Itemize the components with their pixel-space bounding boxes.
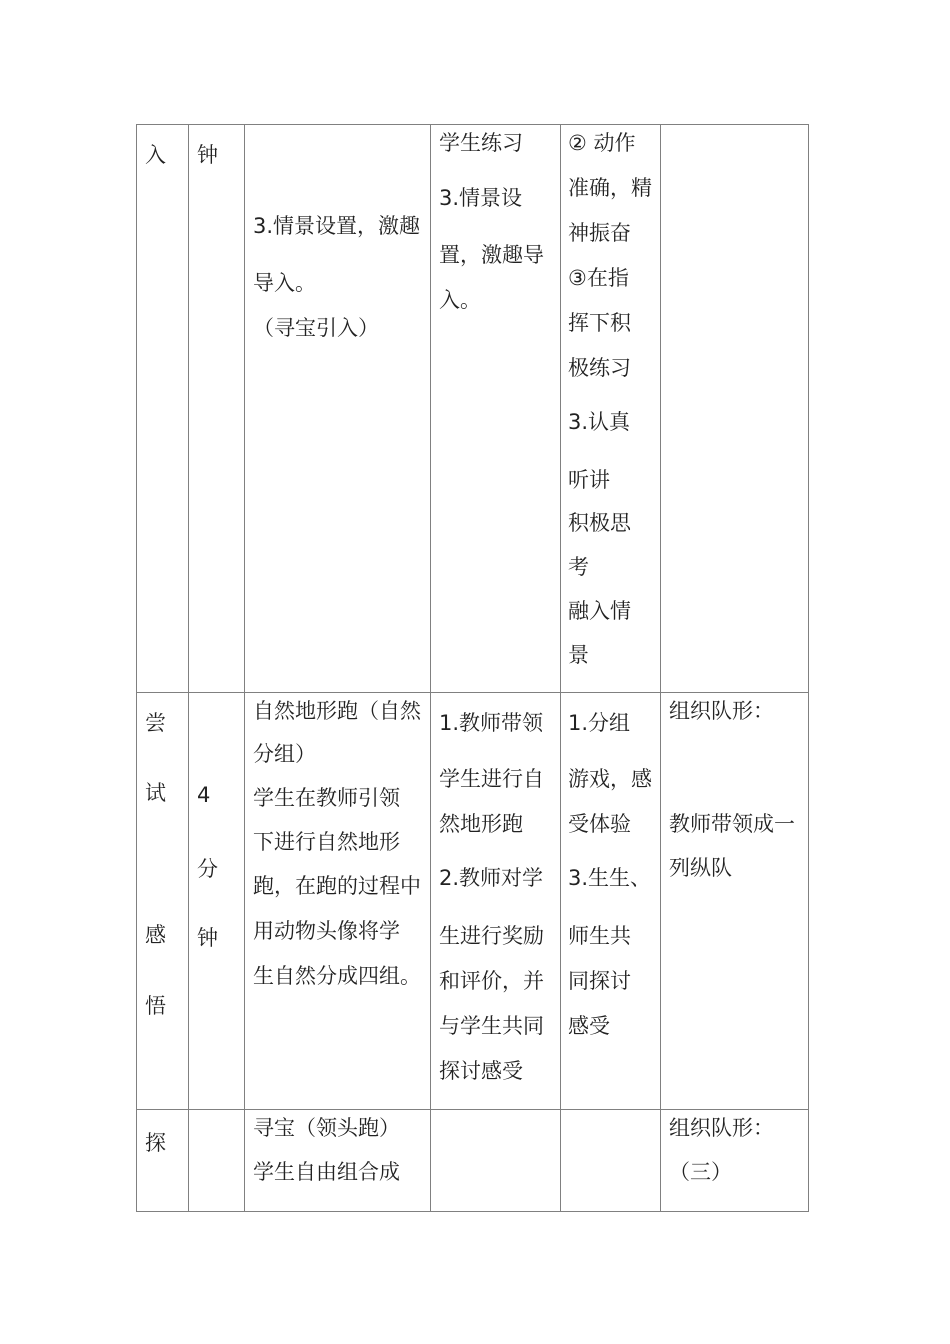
student-line: 极练习 xyxy=(568,356,631,380)
content-line: 学生自由组合成 xyxy=(253,1160,400,1184)
content-line: 3.情景设置，激趣 xyxy=(253,214,421,238)
content-cell xyxy=(245,693,431,1110)
organization-cell xyxy=(661,125,809,693)
organization-line: 列纵队 xyxy=(669,856,732,880)
student-line: 神振奋 xyxy=(568,221,631,245)
teacher-line: 生进行奖励 xyxy=(439,924,544,948)
teacher-line: 与学生共同 xyxy=(439,1014,544,1038)
student-line: 3.认真 xyxy=(568,410,631,434)
content-line: 下进行自然地形 xyxy=(253,830,400,854)
teacher-cell xyxy=(431,1110,561,1212)
teacher-line: 入。 xyxy=(439,288,481,312)
teacher-cell xyxy=(431,125,561,693)
content-line: 分组） xyxy=(253,742,316,766)
stage-text: 悟 xyxy=(145,994,166,1018)
content-line: 自然地形跑（自然 xyxy=(253,699,421,723)
stage-text: 感 xyxy=(145,923,166,947)
content-line: 生自然分成四组。 xyxy=(253,964,421,988)
stage-cell xyxy=(137,125,189,693)
stage-text: 试 xyxy=(145,781,166,805)
time-cell xyxy=(189,125,245,693)
teacher-line: 置，激趣导 xyxy=(439,243,544,267)
student-line: 积极思 xyxy=(568,511,631,535)
student-line: 同探讨 xyxy=(568,969,631,993)
teacher-line: 和评价，并 xyxy=(439,969,544,993)
time-cell xyxy=(189,693,245,1110)
content-cell xyxy=(245,1110,431,1212)
table-row xyxy=(137,1110,809,1212)
student-line: 准确，精 xyxy=(568,176,652,200)
student-line: 1.分组 xyxy=(568,711,631,735)
organization-line: 组织队形： xyxy=(669,1116,774,1140)
organization-cell xyxy=(661,1110,809,1212)
organization-cell xyxy=(661,693,809,1110)
time-cell xyxy=(189,1110,245,1212)
teacher-line: 1.教师带领 xyxy=(439,711,544,735)
student-cell xyxy=(561,693,661,1110)
student-line: 景 xyxy=(568,643,589,667)
teacher-line: 学生练习 xyxy=(439,131,523,155)
content-line: 学生在教师引领 xyxy=(253,786,400,810)
student-line: ③在指 xyxy=(568,266,629,290)
content-line: 导入。 xyxy=(253,271,316,295)
student-cell xyxy=(561,1110,661,1212)
content-line: 寻宝（领头跑） xyxy=(253,1116,400,1140)
stage-text: 入 xyxy=(145,143,166,167)
teacher-line: 探讨感受 xyxy=(439,1059,523,1083)
student-line: 师生共 xyxy=(568,924,631,948)
organization-line: 教师带领成一 xyxy=(669,812,795,836)
teacher-line: 学生进行自 xyxy=(439,767,544,791)
student-line: 游戏，感 xyxy=(568,767,652,791)
table-row xyxy=(137,125,809,693)
stage-cell xyxy=(137,1110,189,1212)
student-line: ② 动作 xyxy=(568,131,636,155)
student-line: 考 xyxy=(568,555,589,579)
teacher-cell xyxy=(431,693,561,1110)
teacher-line: 3.情景设 xyxy=(439,186,523,210)
teacher-line: 然地形跑 xyxy=(439,812,523,836)
student-line: 融入情 xyxy=(568,599,631,623)
stage-cell xyxy=(137,693,189,1110)
student-cell xyxy=(561,125,661,693)
time-text: 钟 xyxy=(197,143,218,167)
stage-text: 尝 xyxy=(145,711,166,735)
student-line: 感受 xyxy=(568,1014,610,1038)
content-line: 跑，在跑的过程中 xyxy=(253,874,421,898)
content-line: （寻宝引入） xyxy=(253,316,379,340)
organization-line: （三） xyxy=(669,1160,732,1184)
time-text: 4 xyxy=(197,783,211,807)
student-line: 3.生生、 xyxy=(568,866,652,890)
time-text: 钟 xyxy=(197,926,218,950)
lesson-plan-table xyxy=(136,124,809,1212)
content-line: 用动物头像将学 xyxy=(253,919,400,943)
teacher-line: 2.教师对学 xyxy=(439,866,544,890)
content-cell xyxy=(245,125,431,693)
student-line: 受体验 xyxy=(568,812,631,836)
stage-text: 探 xyxy=(145,1131,166,1155)
time-text: 分 xyxy=(197,857,218,881)
student-line: 挥下积 xyxy=(568,311,631,335)
student-line: 听讲 xyxy=(568,468,610,492)
table-row xyxy=(137,693,809,1110)
organization-line: 组织队形： xyxy=(669,699,774,723)
